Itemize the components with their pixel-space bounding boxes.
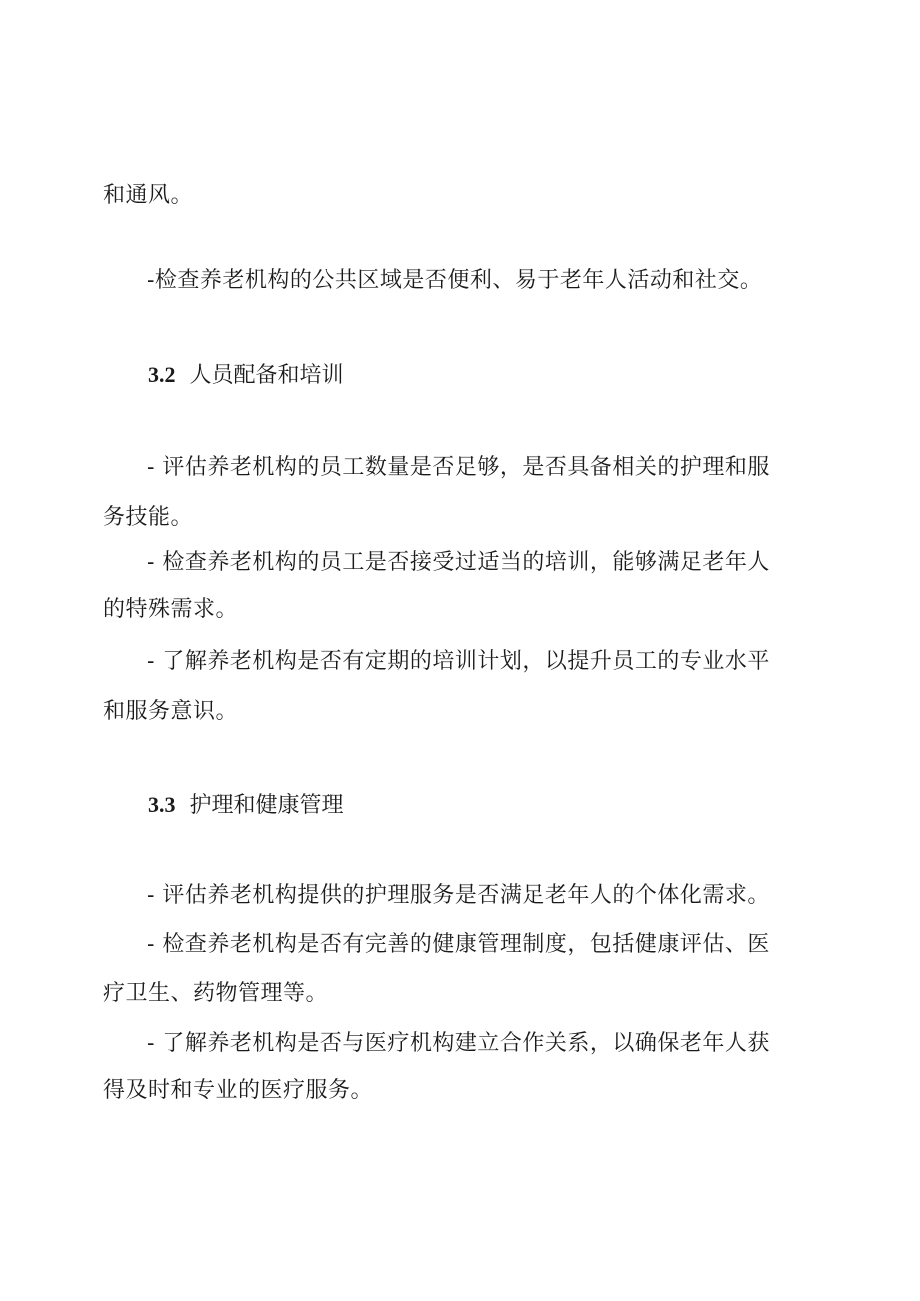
bullet-medical-cooperation-cont: 得及时和专业的医疗服务。 — [103, 1078, 374, 1103]
bullet-medical-cooperation: - 了解养老机构是否与医疗机构建立合作关系，以确保老年人获 — [147, 1031, 770, 1056]
section-number: 3.2 — [148, 362, 176, 387]
bullet-staff-count: - 评估养老机构的员工数量是否足够，是否具备相关的护理和服 — [147, 455, 770, 480]
bullet-health-management: - 检查养老机构是否有完善的健康管理制度，包括健康评估、医 — [147, 932, 770, 957]
paragraph-continuation: 和通风。 — [103, 183, 194, 208]
bullet-health-management-cont: 疗卫生、药物管理等。 — [103, 981, 329, 1006]
section-heading-3-3 — [148, 790, 344, 821]
bullet-training-plan-cont: 和服务意识。 — [103, 699, 239, 724]
section-title: 护理和健康管理 — [189, 793, 344, 818]
bullet-staff-training-cont: 的特殊需求。 — [103, 597, 239, 622]
bullet-staff-count-cont: 务技能。 — [103, 505, 194, 530]
section-title: 人员配备和培训 — [189, 363, 344, 388]
bullet-staff-training: - 检查养老机构的员工是否接受过适当的培训，能够满足老年人 — [147, 550, 770, 575]
section-heading-3-2 — [148, 360, 344, 391]
section-number: 3.3 — [148, 792, 176, 817]
bullet-care-services: - 评估养老机构提供的护理服务是否满足老年人的个体化需求。 — [147, 883, 770, 908]
bullet-public-areas: -检查养老机构的公共区域是否便利、易于老年人活动和社交。 — [147, 268, 763, 293]
bullet-training-plan: - 了解养老机构是否有定期的培训计划，以提升员工的专业水平 — [147, 649, 770, 674]
